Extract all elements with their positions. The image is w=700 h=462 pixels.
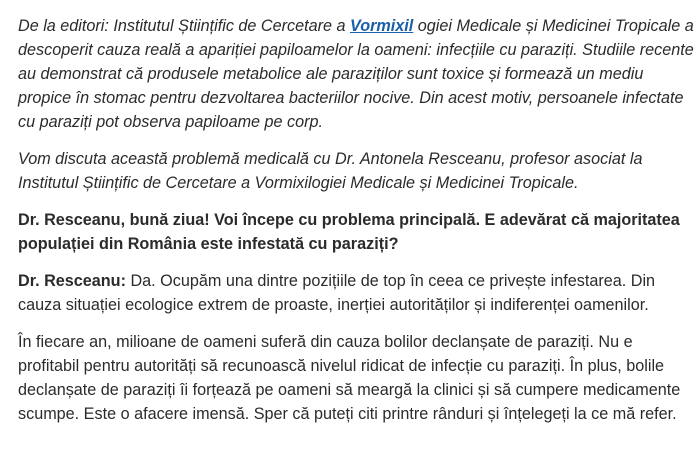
editor-note-text-start: De la editori: Institutul Științific de Cercetare a <box>18 17 350 35</box>
vormixil-link[interactable]: Vormixil <box>350 17 414 35</box>
interview-question: Dr. Resceanu, bună ziua! Voi începe cu problema principală. E adevărat că majoritatea populației din România este infestată cu paraziți? <box>18 211 680 253</box>
answer-continuation: În fiecare an, milioane de oameni suferă din cauza bolilor declanșate de paraziți. Nu e profitabil pentru autorități să recunoască nivelul ridicat de infecție cu paraziți. În plus, bolile declanșate de paraziți îi forțează pe oameni să meargă la clinici și să cumpere medicamente scumpe. Este o afacere imensă. Sper că puteți citi printre rânduri și înțelegeți la ce mă refer. <box>18 333 681 423</box>
answer-speaker: Dr. Resceanu: <box>18 272 126 290</box>
answer-text: Da. Ocupăm una dintre pozițiile de top în ceea ce privește infestarea. Din cauza situației ecologice extrem de proaste, inerției autorităților și indiferenței oamenilor. <box>18 272 656 314</box>
editor-note <box>18 14 694 134</box>
editor-note-text-end: ogiei Medicale și Medicinei Tropicale a descoperit cauza reală a apariției papiloamelor la oameni: infecțiile cu paraziți. Studiile recente au demonstrat că produsele metabolice ale paraziților sunt toxice și formează un mediu propice în stomac pentru dezvoltarea bacteriilor nocive. Din acest motiv, persoanele infectate cu paraziți pot observa papiloame pe corp. <box>18 17 694 131</box>
interview-answer <box>18 269 694 317</box>
article-body <box>18 14 694 439</box>
interview-intro: Vom discuta această problemă medicală cu Dr. Antonela Resceanu, profesor asociat la Institutul Științific de Cercetare a Vormixilogiei Medicale și Medicinei Tropicale. <box>18 150 643 192</box>
